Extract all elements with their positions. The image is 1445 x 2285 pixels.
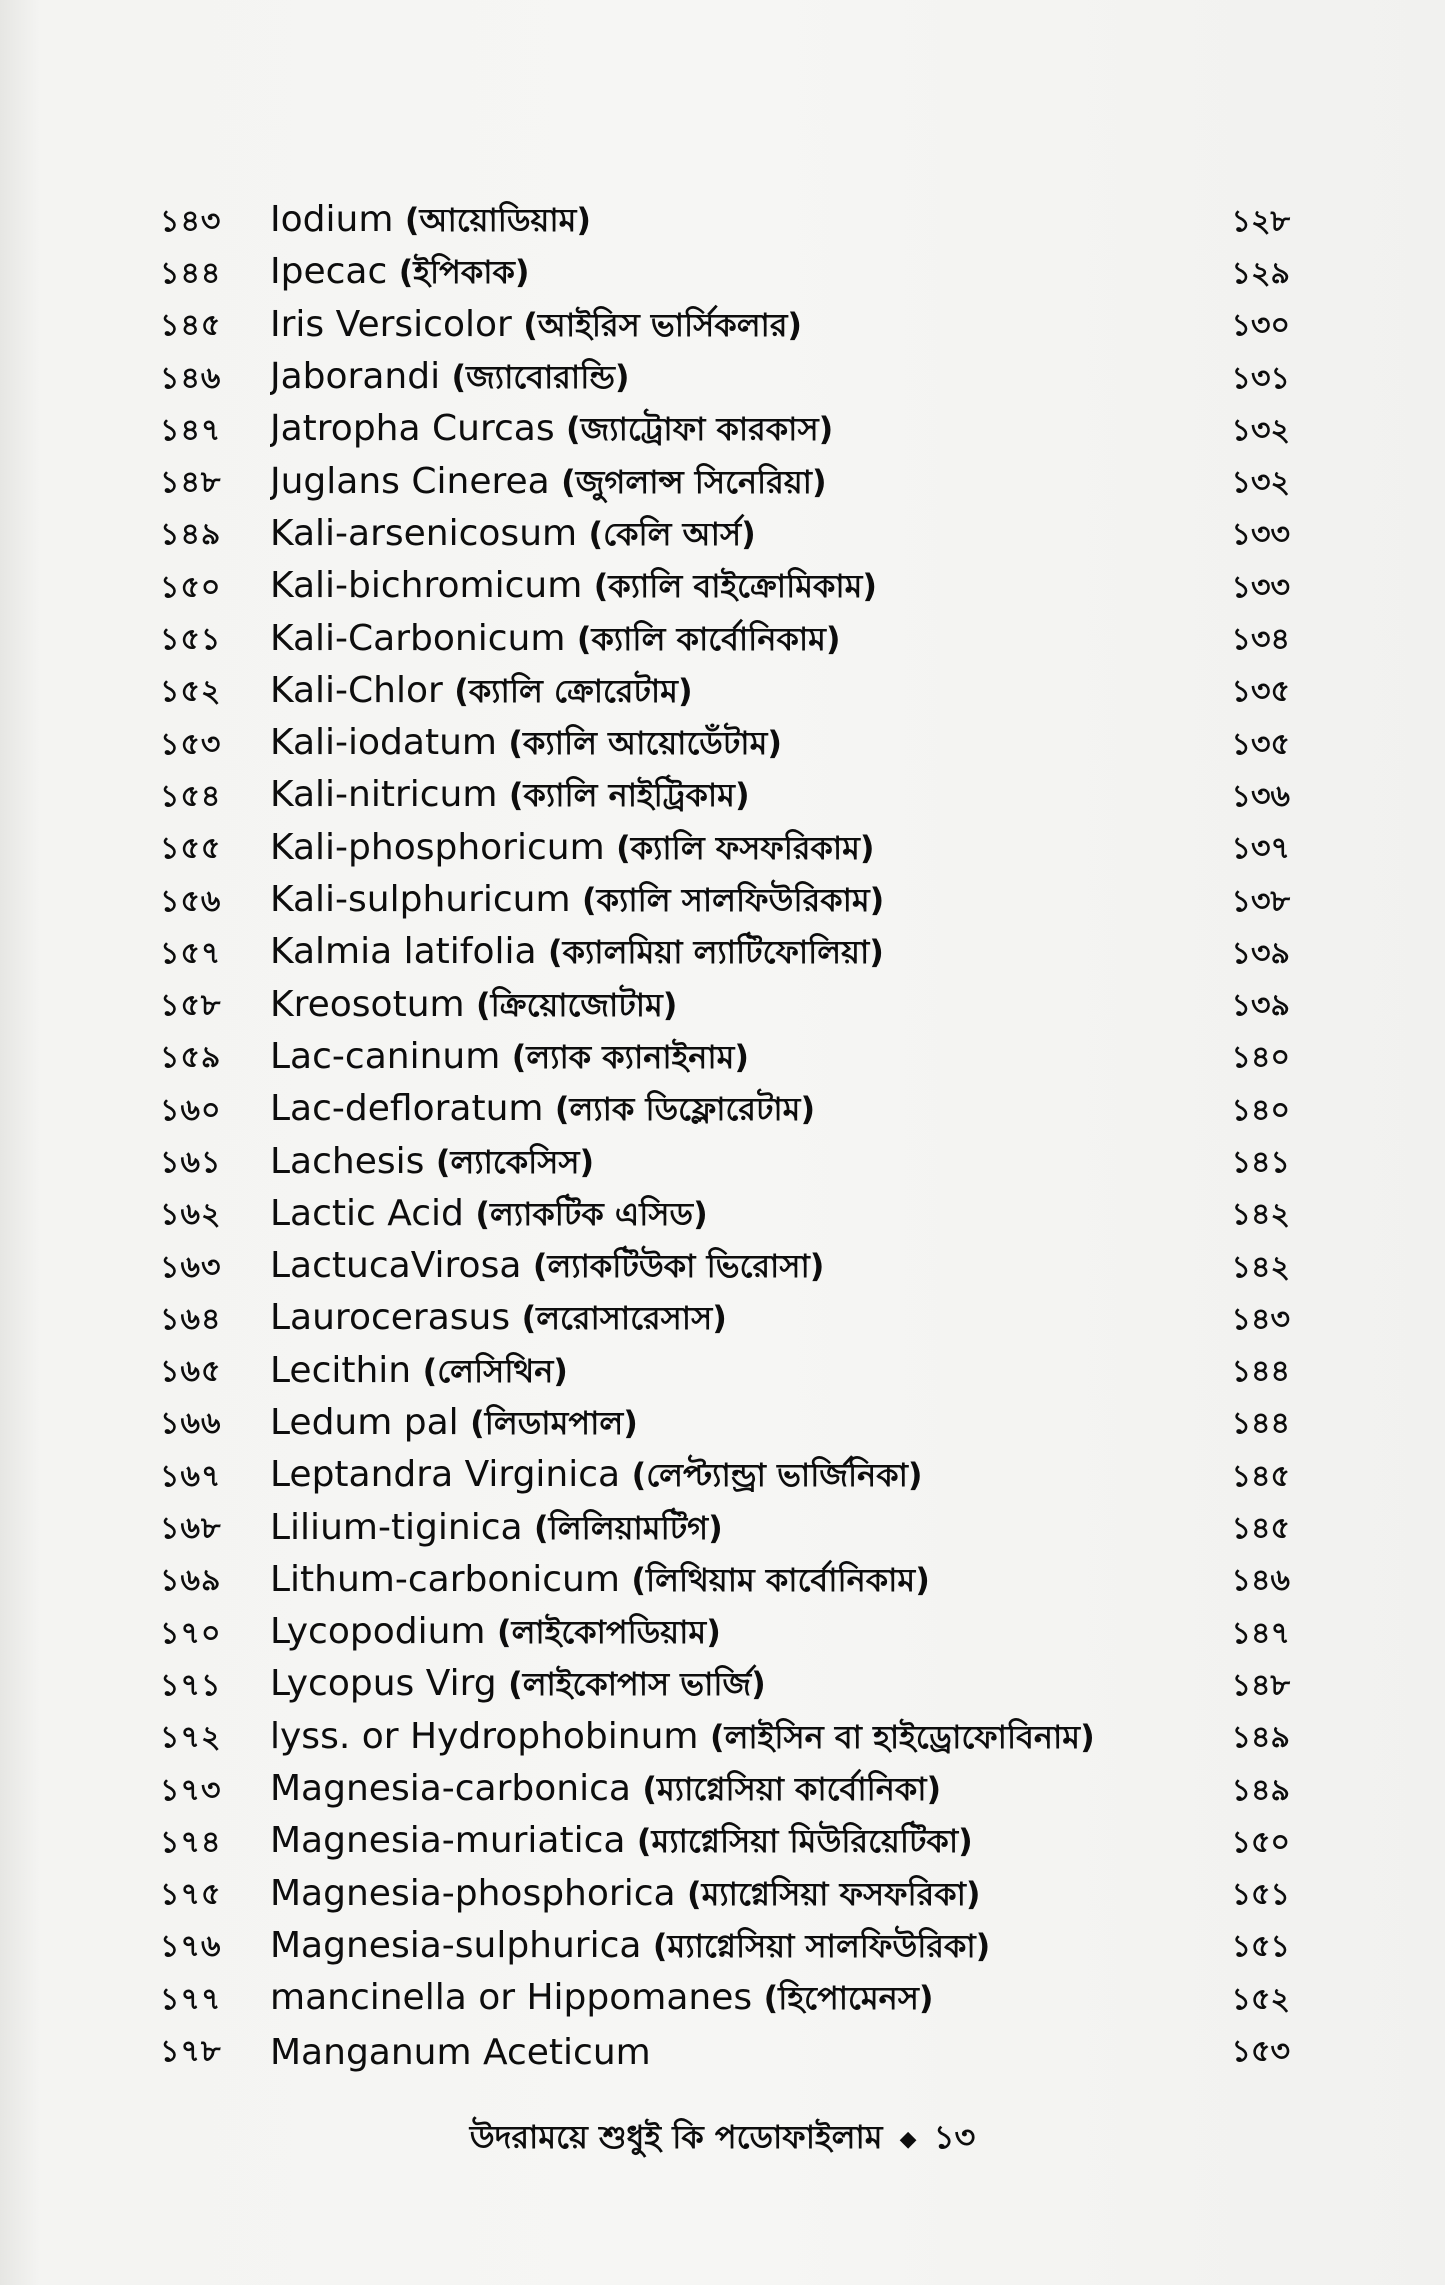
entry-title <box>270 1293 1180 1347</box>
entry-number: ১৭০ <box>160 1615 222 1651</box>
footer-book-title: উদরাময়ে শুধুই কি পডোফাইলাম <box>469 2118 883 2156</box>
entry-page-number: ১২৯ <box>1231 255 1290 291</box>
entry-number: ১৬২ <box>160 1197 222 1233</box>
entry-page-number: ১৪০ <box>1231 1092 1290 1128</box>
entry-title-bengali: (ল্যাক ডিফ্লোরেটাম) <box>554 1090 816 1129</box>
entry-page-number: ১৪৯ <box>1231 1772 1290 1808</box>
entry-title-english: Leptandra Virginica <box>270 1454 621 1496</box>
entry-title-bengali: (ম্যাগ্নেসিয়া মিউরিয়েটিকা) <box>636 1822 973 1861</box>
entry-title-english: Iris Versicolor <box>270 303 512 345</box>
toc-row <box>160 1190 1290 1242</box>
entry-title-bengali: (ক্যালি বাইক্রোমিকাম) <box>593 567 878 606</box>
entry-number: ১৫৭ <box>160 935 222 971</box>
toc-row <box>160 562 1290 614</box>
entry-title-english: Magnesia-muriatica <box>270 1820 626 1862</box>
entry-title-bengali: (আয়োডিয়াম) <box>404 201 592 240</box>
entry-page-number: ১৩১ <box>1231 360 1290 396</box>
entry-page-number: ১৪৬ <box>1231 1563 1290 1599</box>
toc-row <box>160 1765 1290 1817</box>
entry-number: ১৫৩ <box>160 726 222 762</box>
entry-title <box>270 195 1180 249</box>
toc-row <box>160 824 1290 876</box>
entry-title-english: Lycopodium <box>270 1611 486 1653</box>
entry-title-english: Ledum pal <box>270 1401 459 1443</box>
entry-title-english: lyss. or Hydrophobinum <box>270 1715 699 1757</box>
entry-title <box>270 614 1180 668</box>
entry-number: ১৭৩ <box>160 1772 222 1808</box>
entry-number: ১৭২ <box>160 1720 222 1756</box>
entry-number: ১৬৭ <box>160 1458 222 1494</box>
entry-number: ১৫০ <box>160 569 222 605</box>
entry-title-english: Magnesia-sulphurica <box>270 1924 642 1966</box>
entry-title-bengali: (হিপোমেনস) <box>763 1979 934 2018</box>
entry-number: ১৬৯ <box>160 1563 222 1599</box>
entry-page-number: ১৫১ <box>1231 1877 1290 1913</box>
entry-number: ১৭৬ <box>160 1929 222 1965</box>
entry-title <box>270 1346 1180 1400</box>
toc-row <box>160 1556 1290 1608</box>
entry-title <box>270 1032 1180 1086</box>
entry-page-number: ১৩৬ <box>1231 778 1290 814</box>
entry-title-bengali: (ক্যালি ক্রোরেটাম) <box>454 671 693 710</box>
toc-row <box>160 405 1290 457</box>
entry-page-number: ১৩৯ <box>1231 988 1290 1024</box>
entry-title <box>270 300 1180 354</box>
entry-title-bengali: (জুগলান্স সিনেরিয়া) <box>561 462 827 501</box>
entry-title <box>270 666 1180 720</box>
entry-title-english: Kali-Carbonicum <box>270 617 566 659</box>
footer-page-number: ১৩ <box>933 2118 976 2156</box>
entry-number: ১৪৬ <box>160 360 222 396</box>
entry-number: ১৬৪ <box>160 1301 222 1337</box>
entry-title-bengali: (লেপ্ট্যান্ড্রা ভার্জিনিকা) <box>631 1456 923 1495</box>
entry-title-english: Jatropha Curcas <box>270 408 555 450</box>
toc-row <box>160 1137 1290 1189</box>
entry-page-number: ১৫২ <box>1231 1981 1290 2017</box>
entry-page-number: ১৫০ <box>1231 1824 1290 1860</box>
entry-title <box>270 823 1180 877</box>
entry-title-english: Lilium-tiginica <box>270 1506 523 1548</box>
entry-title <box>270 352 1180 406</box>
table-of-contents <box>160 196 1290 2079</box>
entry-number: ১৬৫ <box>160 1354 222 1390</box>
entry-page-number: ১৪৪ <box>1231 1354 1290 1390</box>
entry-number: ১৫৮ <box>160 988 222 1024</box>
entry-title-english: Juglans Cinerea <box>270 460 550 502</box>
entry-number: ১৭৪ <box>160 1824 222 1860</box>
toc-row <box>160 1033 1290 1085</box>
toc-row <box>160 1451 1290 1503</box>
entry-title-english: Kali-iodatum <box>270 722 497 764</box>
entry-title-english: Kreosotum <box>270 983 465 1025</box>
entry-title <box>270 875 1180 929</box>
toc-row <box>160 1922 1290 1974</box>
entry-title-bengali: (জ্যাট্রোফা কারকাস) <box>566 410 834 449</box>
diamond-separator-icon: ◆ <box>899 2126 917 2152</box>
entry-title <box>270 770 1180 824</box>
entry-number: ১৬০ <box>160 1092 222 1128</box>
toc-row <box>160 301 1290 353</box>
entry-title-bengali: (লেসিথিন) <box>422 1351 568 1390</box>
entry-number: ১৬১ <box>160 1144 222 1180</box>
entry-title-bengali: (ক্যালি কার্বোনিকাম) <box>576 619 841 658</box>
entry-page-number: ১৪৫ <box>1231 1511 1290 1547</box>
entry-number: ১৭৭ <box>160 1981 222 2017</box>
entry-title <box>270 509 1180 563</box>
entry-title-english: Kali-sulphuricum <box>270 879 571 921</box>
toc-row <box>160 1503 1290 1555</box>
entry-page-number: ১৩৯ <box>1231 935 1290 971</box>
toc-row <box>160 1347 1290 1399</box>
toc-row <box>160 1085 1290 1137</box>
entry-title <box>270 457 1180 511</box>
entry-title-bengali: (ক্যালমিয়া ল্যাটিফোলিয়া) <box>548 933 884 972</box>
entry-title <box>270 927 1180 981</box>
entry-number: ১৪৭ <box>160 412 222 448</box>
toc-row <box>160 1817 1290 1869</box>
entry-title-english: Laurocerasus <box>270 1297 511 1339</box>
toc-row <box>160 2026 1290 2078</box>
entry-number: ১৪৩ <box>160 203 222 239</box>
entry-title-bengali: (ক্যালি আয়োডেঁটাম) <box>508 724 782 763</box>
toc-row <box>160 248 1290 300</box>
entry-title-bengali: (ক্যালি সালফিউরিকাম) <box>582 881 885 920</box>
entry-page-number: ১৩৩ <box>1231 517 1290 553</box>
entry-title-bengali: (লরোসারেসাস) <box>521 1299 727 1338</box>
entry-title-english: Lycopus Virg <box>270 1663 497 1705</box>
entry-title <box>270 1398 1180 1452</box>
entry-page-number: ১৫৩ <box>1231 2034 1290 2070</box>
entry-number: ১৪৯ <box>160 517 222 553</box>
entry-page-number: ১৪৩ <box>1231 1301 1290 1337</box>
toc-row <box>160 1974 1290 2026</box>
toc-row <box>160 1242 1290 1294</box>
toc-row <box>160 1399 1290 1451</box>
entry-page-number: ১৩৮ <box>1231 883 1290 919</box>
entry-title <box>270 1816 1180 1870</box>
entry-title <box>270 1450 1180 1504</box>
entry-title-bengali: (লাইকোপডিয়াম) <box>496 1613 721 1652</box>
entry-title-english: Lecithin <box>270 1349 412 1391</box>
entry-title-english: Iodium <box>270 199 394 241</box>
toc-row <box>160 876 1290 928</box>
entry-page-number: ১৪৯ <box>1231 1720 1290 1756</box>
entry-title <box>270 1241 1180 1295</box>
entry-page-number: ১৪৮ <box>1231 1667 1290 1703</box>
toc-row <box>160 771 1290 823</box>
entry-page-number: ১৩৩ <box>1231 569 1290 605</box>
entry-title-bengali: (ল্যাকটিক এসিড) <box>475 1194 708 1233</box>
entry-page-number: ১৩৫ <box>1231 726 1290 762</box>
entry-number: ১৬৩ <box>160 1249 222 1285</box>
entry-title-english: Kali-nitricum <box>270 774 498 816</box>
entry-number: ১৭১ <box>160 1667 222 1703</box>
entry-title-english: Lactic Acid <box>270 1192 464 1234</box>
entry-title <box>270 718 1180 772</box>
entry-number: ১৬৮ <box>160 1511 222 1547</box>
entry-page-number: ১৪০ <box>1231 1040 1290 1076</box>
entry-page-number: ১৩৪ <box>1231 622 1290 658</box>
entry-title-english: Jaborandi <box>270 356 441 398</box>
entry-title-english: Lithum-carbonicum <box>270 1558 620 1600</box>
entry-title-english: Kali-phosphoricum <box>270 826 605 868</box>
entry-title-english: mancinella or Hippomanes <box>270 1977 753 2019</box>
entry-title-bengali: (ক্যালি ফসফরিকাম) <box>616 828 875 867</box>
entry-title-english: Lac-caninum <box>270 1035 501 1077</box>
entry-title-english: Magnesia-carbonica <box>270 1768 631 1810</box>
entry-title <box>270 1973 1180 2027</box>
entry-title-bengali: (লিলিয়ামটিগ) <box>534 1508 723 1547</box>
entry-page-number: ১৩২ <box>1231 412 1290 448</box>
entry-title-english: LactucaVirosa <box>270 1245 522 1287</box>
entry-title-english: Kali-bichromicum <box>270 565 583 607</box>
entry-title <box>270 2032 1180 2073</box>
entry-title <box>270 1607 1180 1661</box>
entry-title-bengali: (জ্যাবোরান্ডি) <box>451 358 630 397</box>
toc-row <box>160 510 1290 562</box>
entry-title <box>270 1659 1180 1713</box>
entry-number: ১৭৮ <box>160 2034 222 2070</box>
entry-page-number: ১৪৭ <box>1231 1615 1290 1651</box>
entry-page-number: ১২৮ <box>1231 203 1290 239</box>
entry-title-bengali: (লাইসিন বা হাইড্রোফোবিনাম) <box>709 1717 1095 1756</box>
toc-row <box>160 1660 1290 1712</box>
entry-title-bengali: (ম্যাগ্নেসিয়া সালফিউরিকা) <box>652 1926 991 1965</box>
entry-title <box>270 1921 1180 1975</box>
entry-title <box>270 1189 1180 1243</box>
entry-page-number: ১৪২ <box>1231 1249 1290 1285</box>
entry-title-bengali: (ল্যাকেসিস) <box>435 1142 595 1181</box>
entry-title <box>270 404 1180 458</box>
entry-title <box>270 1869 1180 1923</box>
entry-number: ১৪৪ <box>160 255 222 291</box>
entry-title-english: Lachesis <box>270 1140 425 1182</box>
entry-title-bengali: (ল্যাক ক্যানাইনাম) <box>511 1037 750 1076</box>
entry-title-english: Kali-Chlor <box>270 669 443 711</box>
toc-row <box>160 928 1290 980</box>
entry-title-bengali: (ক্যালি নাইট্রিকাম) <box>508 776 750 815</box>
entry-title <box>270 1764 1180 1818</box>
entry-number: ১৫৯ <box>160 1040 222 1076</box>
entry-title-bengali: (লাইকোপাস ভার্জি) <box>508 1665 766 1704</box>
entry-number: ১৫১ <box>160 622 222 658</box>
entry-title-english: Manganum Aceticum <box>270 2032 651 2074</box>
entry-title <box>270 561 1180 615</box>
entry-page-number: ১৪৫ <box>1231 1458 1290 1494</box>
entry-title-bengali: (ল্যাকটিউকা ভিরোসা) <box>532 1247 825 1286</box>
toc-row <box>160 1713 1290 1765</box>
entry-title <box>270 1084 1180 1138</box>
toc-row <box>160 1608 1290 1660</box>
toc-row <box>160 980 1290 1032</box>
entry-number: ১৪৫ <box>160 308 222 344</box>
entry-page-number: ১৫১ <box>1231 1929 1290 1965</box>
entry-title <box>270 980 1180 1034</box>
page-footer <box>0 2112 1445 2166</box>
entry-page-number: ১৪৪ <box>1231 1406 1290 1442</box>
entry-title-bengali: (ইপিকাক) <box>398 253 530 292</box>
toc-row <box>160 196 1290 248</box>
toc-row <box>160 667 1290 719</box>
entry-page-number: ১৩২ <box>1231 465 1290 501</box>
entry-title-english: Lac-defloratum <box>270 1088 544 1130</box>
entry-title <box>270 1137 1180 1191</box>
toc-row <box>160 719 1290 771</box>
entry-title-bengali: (আইরিস ভার্সিকলার) <box>523 305 803 344</box>
entry-page-number: ১৩৭ <box>1231 831 1290 867</box>
entry-page-number: ১৪২ <box>1231 1197 1290 1233</box>
entry-page-number: ১৩৫ <box>1231 674 1290 710</box>
entry-title-bengali: (ক্রিয়োজোটাম) <box>476 985 678 1024</box>
toc-row <box>160 1870 1290 1922</box>
entry-number: ১৬৬ <box>160 1406 222 1442</box>
entry-title-english: Ipecac <box>270 251 388 293</box>
entry-number: ১৫৪ <box>160 778 222 814</box>
toc-row <box>160 614 1290 666</box>
entry-title <box>270 1712 1180 1766</box>
entry-title-bengali: (কেলি আর্স) <box>588 514 756 553</box>
entry-title-bengali: (লিথিয়াম কার্বোনিকাম) <box>631 1560 930 1599</box>
entry-title <box>270 1555 1180 1609</box>
entry-number: ১৭৫ <box>160 1877 222 1913</box>
entry-title-english: Kalmia latifolia <box>270 931 537 973</box>
toc-row <box>160 457 1290 509</box>
entry-title <box>270 1503 1180 1557</box>
entry-number: ১৫৬ <box>160 883 222 919</box>
entry-title-bengali: (ম্যাগ্নেসিয়া ফসফরিকা) <box>687 1874 981 1913</box>
toc-row <box>160 353 1290 405</box>
entry-title-english: Kali-arsenicosum <box>270 512 578 554</box>
entry-number: ১৪৮ <box>160 465 222 501</box>
entry-number: ১৫২ <box>160 674 222 710</box>
entry-title-english: Magnesia-phosphorica <box>270 1872 676 1914</box>
entry-title-bengali: (ম্যাগ্নেসিয়া কার্বোনিকা) <box>642 1770 942 1809</box>
toc-row <box>160 1294 1290 1346</box>
entry-number: ১৫৫ <box>160 831 222 867</box>
entry-title-bengali: (লিডামপাল) <box>470 1403 638 1442</box>
entry-title <box>270 247 1180 301</box>
entry-page-number: ১৩০ <box>1231 308 1290 344</box>
entry-page-number: ১৪১ <box>1231 1144 1290 1180</box>
